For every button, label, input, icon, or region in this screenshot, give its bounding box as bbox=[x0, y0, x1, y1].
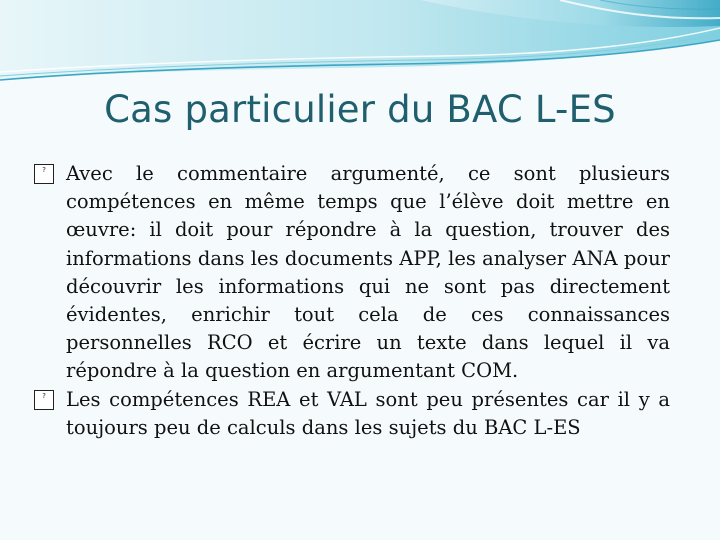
missing-glyph-box-icon: ? bbox=[34, 390, 54, 410]
slide-title: Cas particulier du BAC L-ES bbox=[104, 88, 616, 131]
bullet-paragraph-2 bbox=[34, 386, 670, 442]
bullet-paragraph-text: Avec le commentaire argumenté, ce sont plusieurs compétences en même temps que l’élève doit mettre en œuvre: il doit pour répondre à la question, trouver des informations dans les documents APP, les analyser ANA pour découvrir les informations qui ne sont pas directement évidentes, enrichir tout cela de ces connaissances personnelles RCO et écrire un texte dans lequel il va répondre à la question en argumentant COM. bbox=[66, 162, 670, 383]
bullet-paragraph-1 bbox=[34, 160, 670, 386]
header-wave-decoration bbox=[0, 0, 720, 90]
slide-body bbox=[34, 160, 670, 442]
missing-glyph-box-icon: ? bbox=[34, 164, 54, 184]
bullet-paragraph-text: Les compétences REA et VAL sont peu présentes car il y a toujours peu de calculs dans les sujets du BAC L-ES bbox=[66, 387, 670, 439]
